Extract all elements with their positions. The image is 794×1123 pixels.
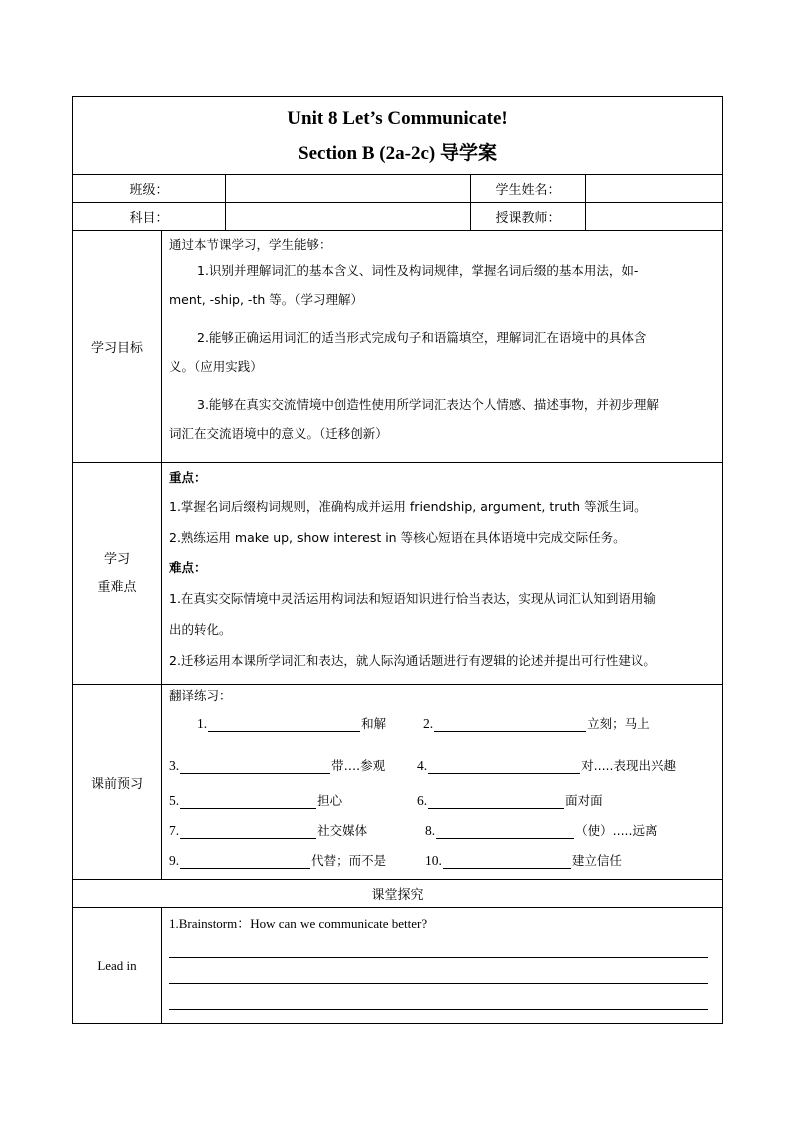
objective-3-line1: 3.能够在真实交流情境中创造性使用所学词汇表达个人情感、描述事物，并初步理解	[197, 397, 659, 412]
key-points-label-line1: 学习	[103, 551, 130, 567]
blank-1[interactable]	[208, 717, 360, 732]
translation-heading: 翻译练习：	[169, 688, 232, 703]
lead-in-label: Lead in	[73, 908, 162, 1024]
blank-3[interactable]	[180, 759, 330, 774]
section-title: Section B (2a-2c) 导学案	[298, 143, 497, 164]
translation-item-9: 9. 代替；而不是	[169, 853, 387, 868]
blank-5[interactable]	[180, 794, 316, 809]
translation-row-4	[169, 815, 716, 845]
objective-1-line1: 1.识别并理解词汇的基本含义、词性及构词规律，掌握名词后缀的基本用法，如-	[197, 263, 639, 278]
translation-item-8: 8. （使）.....远离	[425, 823, 658, 838]
difficulty-2: 2.迁移运用本课所学词汇和表达，就人际沟通话题进行有逻辑的论述并提出可行性建议。	[169, 653, 656, 668]
translation-item-5: 5. 担心	[169, 793, 343, 808]
difficulty-1-line2: 出的转化。	[169, 622, 232, 637]
lead-in-content	[162, 908, 723, 1024]
translation-row-2	[169, 739, 716, 785]
objective-2-line1: 2.能够正确运用词汇的适当形式完成句子和语篇填空，理解词汇在语境中的具体含	[197, 330, 647, 345]
class-field[interactable]	[226, 175, 471, 203]
translation-row-3	[169, 785, 716, 815]
focus-heading: 重点：	[169, 470, 207, 485]
classroom-exploration-heading: 课堂探究	[73, 880, 723, 908]
difficulty-heading: 难点：	[169, 560, 207, 575]
objective-1-line2: ment, -ship, -th 等。（学习理解）	[169, 292, 363, 307]
blank-7[interactable]	[180, 824, 316, 839]
blank-2[interactable]	[434, 717, 586, 732]
lead-in-question: 1.Brainstorm：How can we communicate better?	[169, 916, 428, 931]
focus-2: 2.熟练运用 make up, show interest in 等核心短语在具体语境中完成交际任务。	[169, 530, 626, 545]
objectives-intro: 通过本节课学习，学生能够：	[169, 237, 332, 252]
blank-4[interactable]	[428, 759, 580, 774]
key-points-content	[162, 463, 723, 685]
translation-item-10: 10. 建立信任	[425, 853, 622, 868]
translation-row-1	[169, 707, 716, 739]
translation-item-3: 3. 带….参观	[169, 758, 386, 773]
translation-item-1: 1. 和解	[197, 716, 387, 731]
study-guide-table	[72, 96, 723, 1024]
subject-field[interactable]	[226, 203, 471, 231]
focus-1: 1.掌握名词后缀构词规则，准确构成并运用 friendship, argument, truth 等派生词。	[169, 499, 647, 514]
subject-label: 科目：	[73, 203, 226, 231]
preview-content	[162, 685, 723, 880]
difficulty-1-line1: 1.在真实交际情境中灵活运用构词法和短语知识进行恰当表达，实现从词汇认知到语用输	[169, 591, 656, 606]
translation-item-7: 7. 社交媒体	[169, 823, 368, 838]
translation-item-2: 2. 立刻；马上	[423, 716, 650, 731]
teacher-label: 授课教师：	[471, 203, 586, 231]
blank-9[interactable]	[180, 854, 310, 869]
student-name-field[interactable]	[586, 175, 723, 203]
blank-10[interactable]	[443, 854, 571, 869]
class-label: 班级：	[73, 175, 226, 203]
student-name-label: 学生姓名：	[471, 175, 586, 203]
objective-2-line2: 义。（应用实践）	[169, 359, 263, 374]
objective-3-line2: 词汇在交流语境中的意义。（迁移创新）	[169, 426, 388, 441]
blank-6[interactable]	[428, 794, 564, 809]
unit-title: Unit 8 Let’s Communicate!	[287, 108, 508, 129]
translation-item-6: 6. 面对面	[417, 793, 603, 808]
translation-item-4: 4. 对.....表现出兴趣	[417, 758, 676, 773]
key-points-label	[73, 463, 162, 685]
answer-line-3[interactable]	[169, 1009, 708, 1010]
objectives-content	[162, 231, 723, 463]
key-points-label-line2: 重难点	[97, 579, 137, 595]
blank-8[interactable]	[436, 824, 574, 839]
objectives-label: 学习目标	[73, 231, 162, 463]
translation-row-5	[169, 845, 716, 875]
preview-label: 课前预习	[73, 685, 162, 880]
title-cell	[73, 97, 723, 175]
teacher-field[interactable]	[586, 203, 723, 231]
